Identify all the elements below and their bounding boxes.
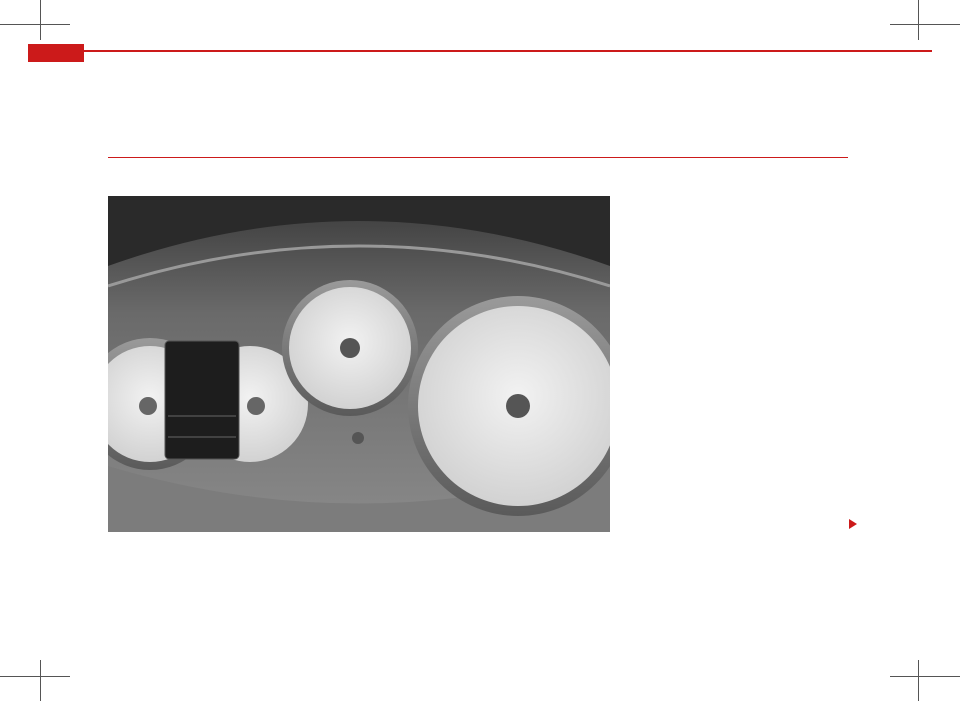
dashboard-illustration: [108, 196, 610, 532]
crop-mark: [40, 0, 41, 40]
crop-mark: [918, 660, 919, 701]
section-rule: [108, 157, 848, 158]
crop-mark: [918, 0, 919, 40]
crop-mark: [0, 676, 70, 677]
header-rule: [28, 50, 932, 52]
trip-reset-knob: [352, 432, 364, 444]
crop-mark: [890, 24, 960, 25]
crop-mark: [40, 660, 41, 701]
instrument-panel-figure: [108, 196, 610, 532]
crop-mark: [0, 24, 70, 25]
lcd-display: [165, 341, 239, 459]
figure-caption: [621, 485, 856, 496]
crop-mark: [890, 676, 960, 677]
continue-arrow-icon: [849, 519, 857, 529]
tachometer: [282, 280, 418, 416]
page-number: [28, 44, 84, 62]
